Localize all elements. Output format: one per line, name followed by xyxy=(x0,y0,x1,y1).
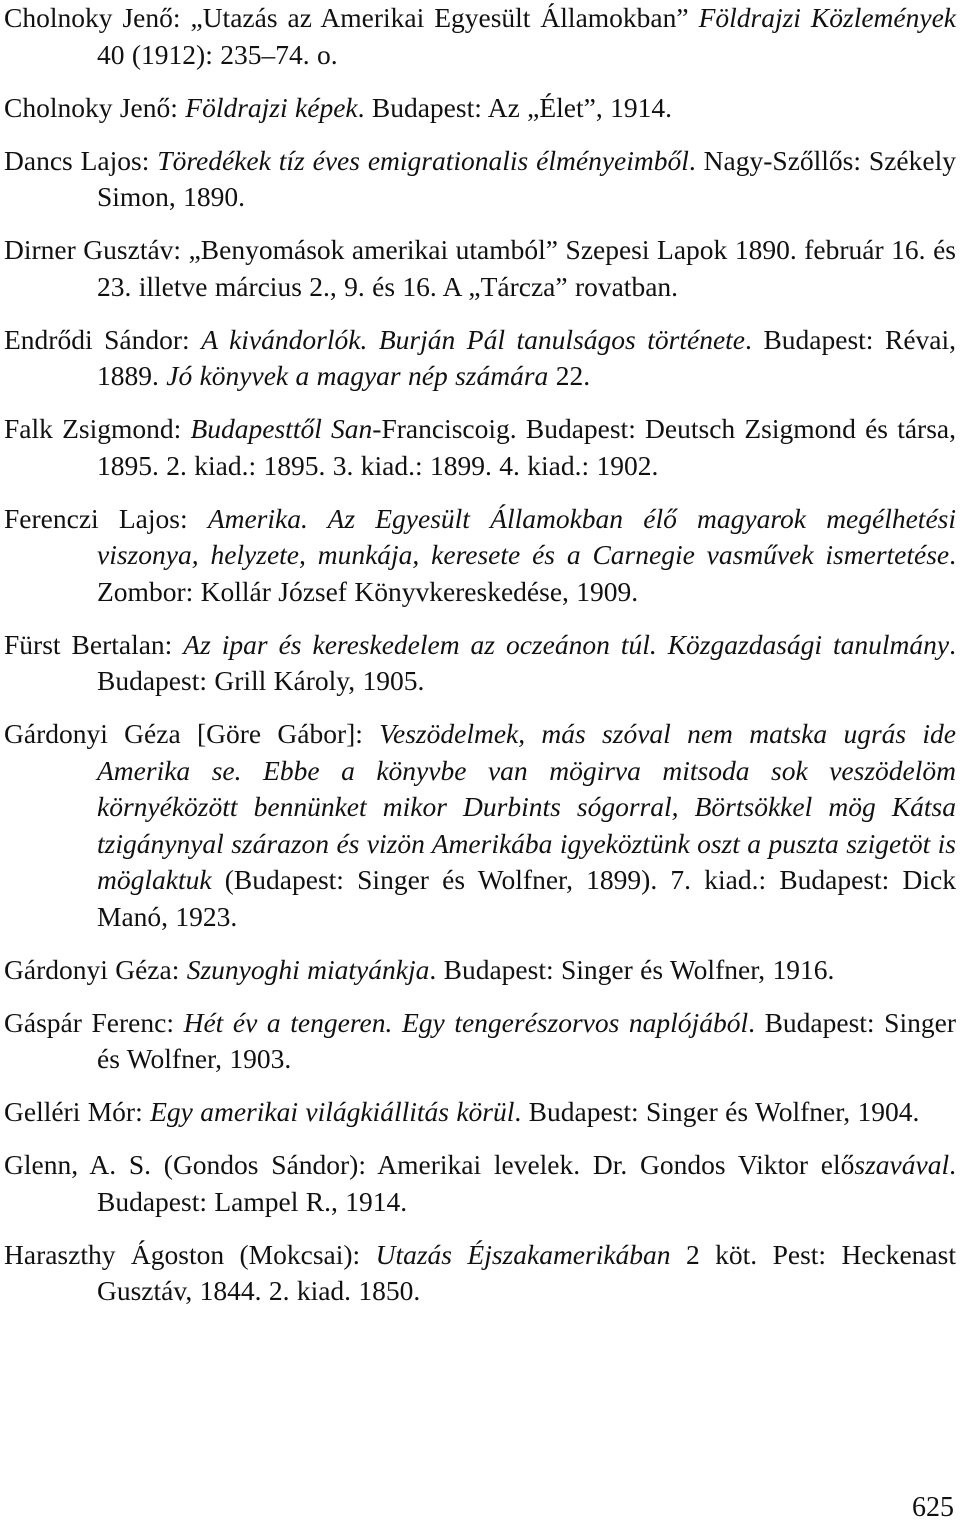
entry-text: 22. xyxy=(548,360,591,391)
entry-text: . Budapest: Singer és Wolfner, 1904. xyxy=(514,1096,920,1127)
entry-text: (Budapest: Singer és Wolfner, 1899). 7. kiad.: Budapest: Dick Manó, 1923. xyxy=(97,864,956,932)
entry-title-text: Utazás Éjszakamerikában xyxy=(375,1238,671,1270)
bibliography-entry xyxy=(4,1237,956,1310)
bibliography-list xyxy=(4,0,956,1326)
entry-title-text: Töredékek tíz éves emigrationalis élményeimből xyxy=(157,144,689,176)
bibliography-entry xyxy=(4,1094,956,1131)
entry-text: . Budapest: Lampel R., 1914. xyxy=(97,1149,956,1217)
bibliography-entry xyxy=(4,232,956,305)
entry-text: 40 (1912): 235–74. o. xyxy=(97,38,338,70)
entry-title-text: Földrajzi képek xyxy=(185,91,358,123)
entry-text: 2 köt. Pest: Heckenast Gusztáv, 1844. 2. kiad. 1850. xyxy=(97,1238,956,1306)
entry-text: Cholnoky Jenő: xyxy=(4,91,186,123)
bibliography-entry xyxy=(4,0,956,73)
entry-text: . Budapest: Singer és Wolfner, 1903. xyxy=(97,1006,956,1074)
entry-text: Dirner Gusztáv: „Benyomások amerikai utamból” Szepesi Lapok 1890. február 16. és 23. illetve március 2., 9. és 16. A „Tárcza” rovatban. xyxy=(4,234,956,302)
entry-text: Endrődi Sándor: xyxy=(4,323,202,355)
entry-title-text: szavával xyxy=(854,1149,950,1180)
entry-text: Gáspár Ferenc: xyxy=(4,1006,184,1038)
entry-title-text: Szunyoghi miatyánkja xyxy=(186,953,430,985)
entry-text: Dancs Lajos: xyxy=(4,144,158,176)
entry-text: . Budapest: Grill Károly, 1905. xyxy=(97,628,956,696)
entry-text: Fürst Bertalan: xyxy=(4,628,184,660)
entry-text: Falk Zsigmond: xyxy=(4,413,191,444)
entry-text: Gelléri Mór: xyxy=(4,1096,151,1127)
entry-text: Franciscoig. Budapest: Deutsch Zsigmond és társa, 1895. 2. kiad.: 1895. 3. kiad.: 1899. 4. kiad.: 1902. xyxy=(97,413,956,481)
bibliography-entry xyxy=(4,952,956,989)
bibliography-entry xyxy=(4,716,956,935)
entry-text: Gárdonyi Géza [Göre Gábor]: xyxy=(4,718,380,749)
entry-text: Ferenczi Lajos: xyxy=(4,502,208,534)
entry-title-text: Jó könyvek a magyar nép számára xyxy=(166,360,549,391)
entry-title-text: Hét év a tengeren. Egy tengerészorvos naplójából xyxy=(183,1006,749,1038)
entry-text: Gárdonyi Géza: xyxy=(4,953,187,985)
entry-text: . Zombor: Kollár József Könyvkereskedése, 1909. xyxy=(97,539,956,607)
entry-text: . Nagy-Szőllős: Székely Simon, 1890. xyxy=(97,144,956,212)
entry-title-text: Veszödelmek, más szóval nem matska ugrás ide Amerika se. Ebbe a könyvbe van mögirva mitsoda sok veszödelöm környéközött bennünket mikor Durbints sógorral, Börtsökkel mög Kátsa tzigánynyal szárazon és vizön Amerikába igyeköztünk oszt a puszta szigetöt is möglaktuk xyxy=(97,718,957,895)
bibliography-entry xyxy=(4,1147,956,1220)
entry-title-text: Budapesttől San- xyxy=(190,413,382,444)
bibliography-entry xyxy=(4,143,956,216)
entry-text: . Budapest: Révai, 1889. xyxy=(97,323,956,391)
entry-title-text: Az ipar és kereskedelem az oczeánon túl. Közgazdasági tanulmány xyxy=(183,628,950,660)
entry-text: Cholnoky Jenő: „Utazás az Amerikai Egyesült Államokban” xyxy=(4,2,699,33)
entry-text: . Budapest: Az „Élet”, 1914. xyxy=(357,91,672,123)
page-number: 625 xyxy=(912,1492,954,1523)
bibliography-entry xyxy=(4,322,956,395)
bibliography-entry xyxy=(4,627,956,700)
bibliography-entry xyxy=(4,1005,956,1078)
bibliography-entry xyxy=(4,501,956,611)
entry-title-text: Egy amerikai világkiállitás körül xyxy=(150,1096,515,1127)
bibliography-entry xyxy=(4,411,956,484)
entry-title-text: A kivándorlók. Burján Pál tanulságos története xyxy=(201,323,746,355)
bibliography-entry xyxy=(4,90,956,127)
entry-title-text: Amerika. Az Egyesült Államokban élő magyarok megélhetési viszonya, helyzete, munkája, keresete és a Carnegie vasművek ismertetése xyxy=(97,502,957,570)
entry-text: Haraszthy Ágoston (Mokcsai): xyxy=(4,1238,376,1270)
entry-text: Glenn, A. S. (Gondos Sándor): Amerikai levelek. Dr. Gondos Viktor elő xyxy=(4,1149,855,1180)
entry-text: . Budapest: Singer és Wolfner, 1916. xyxy=(429,953,835,985)
entry-title-text: Földrajzi Közlemények xyxy=(698,2,956,33)
